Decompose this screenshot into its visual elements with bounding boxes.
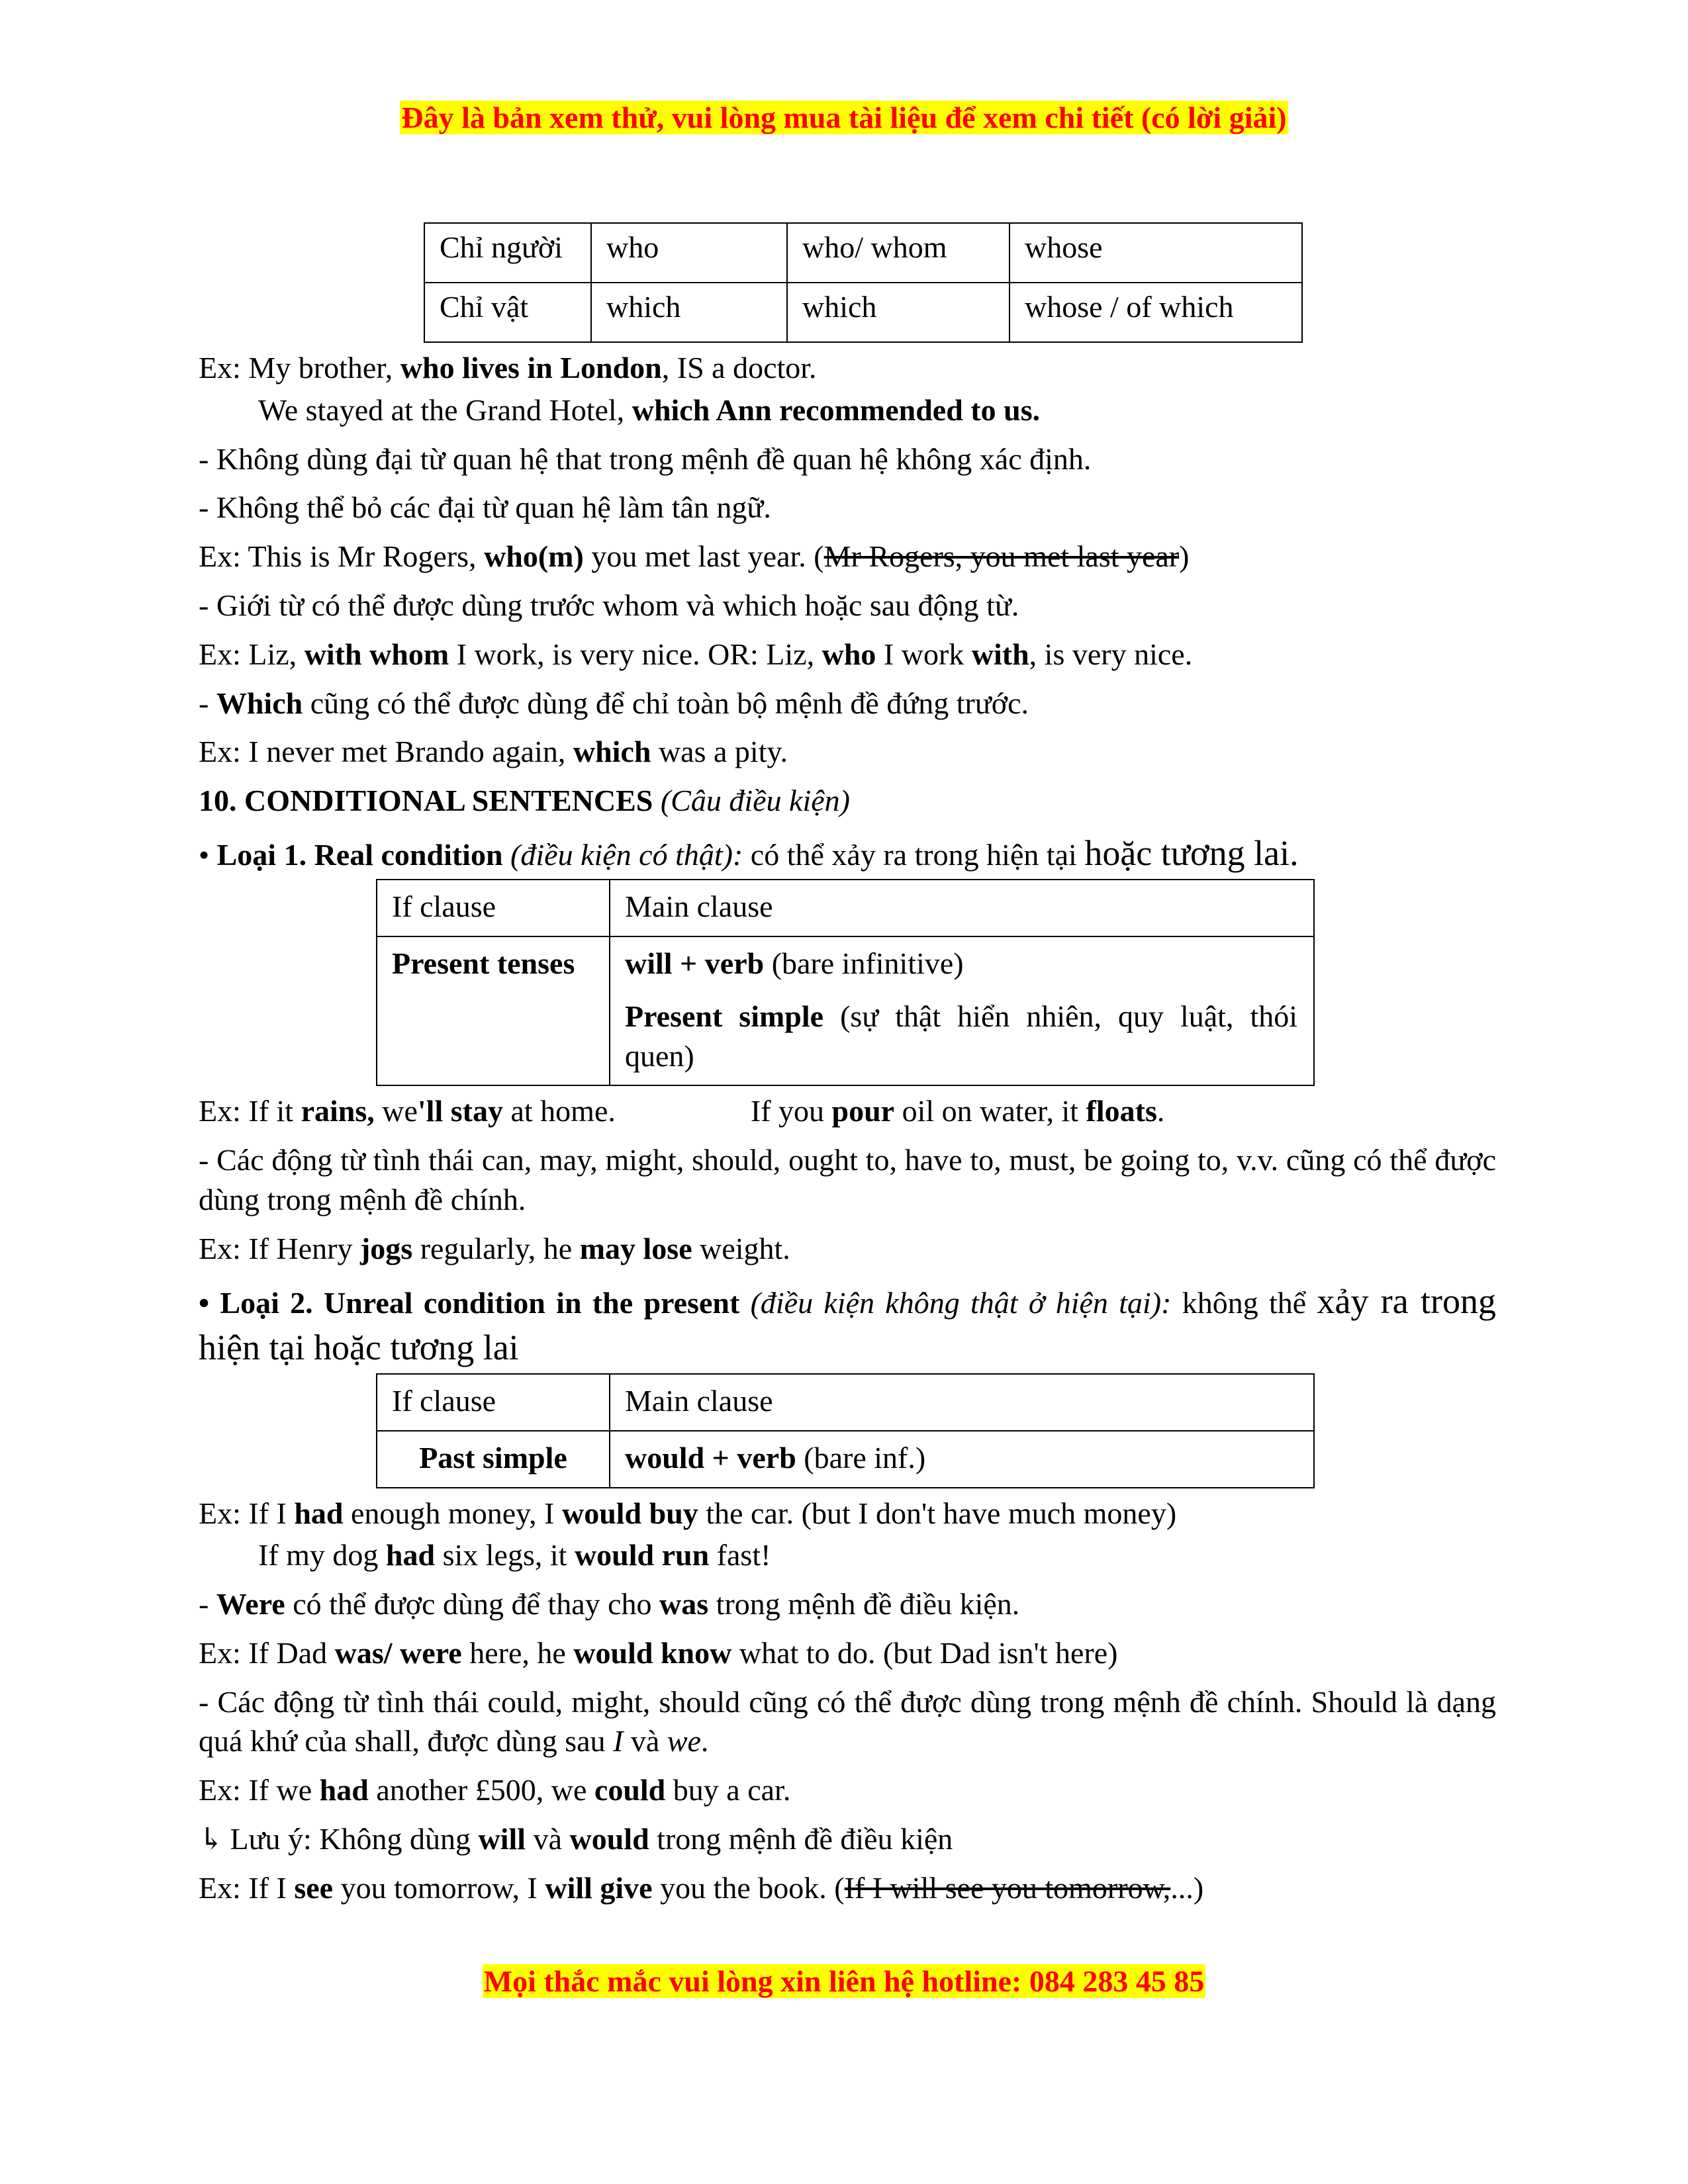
text: - <box>199 686 216 720</box>
text: fast! <box>709 1538 771 1572</box>
table-cell: which <box>787 283 1009 342</box>
text: , is very nice. <box>1029 637 1193 671</box>
text: If my dog <box>258 1538 386 1572</box>
note-line <box>199 1819 1496 1859</box>
text: xảy ra trong hiện tại hoặc tương lai <box>199 1281 1496 1367</box>
bold-text: could <box>594 1773 666 1807</box>
rule-line: - Các động từ tình thái can, may, might, should, ought to, have to, must, be going to, v.v. cũng có thể được dùng trong mệnh đề chính. <box>199 1143 1496 1216</box>
arrow-icon: ↳ <box>199 1822 224 1856</box>
text: six legs, it <box>435 1538 575 1572</box>
bold-text: with whom <box>304 637 449 671</box>
table-cell: who/ whom <box>787 223 1009 283</box>
text: Ex: If I <box>199 1496 295 1530</box>
table-row <box>424 283 1302 342</box>
text: Lưu ý: Không dùng <box>222 1822 479 1856</box>
text: enough money, I <box>343 1496 562 1530</box>
text: và <box>526 1822 570 1856</box>
text: , IS a doctor. <box>661 351 817 385</box>
text: Ex: I never met Brando again, <box>199 735 573 769</box>
text: you tomorrow, I <box>333 1870 545 1905</box>
bold-text: who lives in London <box>400 351 662 385</box>
table-cell: Chỉ người <box>424 223 591 283</box>
bold-text: floats <box>1086 1094 1157 1128</box>
hotline-text: Mọi thắc mắc vui lòng xin liên hệ hotline: 084 283 45 85 <box>483 1964 1205 1998</box>
text: không thể <box>1171 1285 1317 1320</box>
table-row <box>377 1374 1314 1431</box>
relative-pronoun-table <box>424 222 1303 343</box>
bold-text: would know <box>573 1635 732 1670</box>
text: trong mệnh đề điều kiện <box>649 1822 953 1856</box>
table-cell: If clause <box>377 1374 610 1431</box>
document-body <box>199 222 1496 1917</box>
bold-text: see <box>294 1870 334 1905</box>
example-line <box>199 1229 1496 1269</box>
text: (bare inf.) <box>796 1440 926 1475</box>
cell-line <box>625 944 1297 983</box>
text: you met last year. ( <box>583 539 824 574</box>
table-cell: Past simple <box>377 1431 610 1488</box>
table-cell: Main clause <box>610 1374 1314 1431</box>
rule-line: - Giới từ có thể được dùng trước whom và which hoặc sau động từ. <box>199 588 1019 622</box>
bold-text: Were <box>216 1587 285 1621</box>
heading-subtitle: (Câu điều kiện) <box>660 784 850 818</box>
bold-text: was <box>659 1587 709 1621</box>
text: oil on water, it <box>894 1094 1086 1128</box>
text: Ex: If Henry <box>199 1231 360 1265</box>
bold-text: Which <box>216 686 303 720</box>
table-cell <box>610 1431 1314 1488</box>
table-cell: who <box>591 223 787 283</box>
table-cell: whose / of which <box>1009 283 1302 342</box>
text: có thể được dùng để thay cho <box>285 1587 660 1621</box>
text: Ex: Liz, <box>199 637 305 671</box>
bold-text: which <box>573 735 651 769</box>
bold-text: 'll stay <box>417 1094 503 1128</box>
example-line <box>199 1535 1496 1575</box>
bold-text: will + verb <box>625 946 765 980</box>
text: the car. (but I don't have much money) <box>698 1496 1177 1530</box>
text: . <box>700 1724 709 1758</box>
text: ) <box>1179 539 1190 574</box>
text: what to do. (but Dad isn't here) <box>731 1635 1118 1670</box>
text: hoặc tương lai. <box>1084 833 1299 873</box>
text: buy a car. <box>665 1773 791 1807</box>
cell-line <box>625 997 1297 1076</box>
bold-text: had <box>385 1538 436 1572</box>
bold-text: pour <box>831 1094 895 1128</box>
text: . <box>1156 1094 1165 1128</box>
strikethrough-text: Mr Rogers, you met last year <box>823 539 1180 574</box>
rule-line: - Không thể bỏ các đại từ quan hệ làm tân ngữ. <box>199 490 771 525</box>
text: Ex: My brother, <box>199 351 400 385</box>
bold-text: would + verb <box>625 1440 796 1475</box>
table-cell: whose <box>1009 223 1302 283</box>
table-cell: Main clause <box>610 880 1314 936</box>
bold-text: had <box>294 1496 344 1530</box>
bold-text: will <box>478 1822 526 1856</box>
table-row <box>377 880 1314 936</box>
bold-text: may lose <box>579 1231 692 1265</box>
table-cell: which <box>591 283 787 342</box>
italic-text: (điều kiện có thật): <box>510 837 743 872</box>
example-line <box>199 1494 1496 1533</box>
bold-text: will give <box>545 1870 653 1905</box>
bold-text: which Ann recommended to us. <box>632 392 1041 427</box>
text: - Các động từ tình thái could, might, should cũng có thể được dùng trong mệnh đề chính. Should là dạng quá khứ của shall, được dùng sau <box>199 1684 1496 1758</box>
bold-text: would buy <box>561 1496 698 1530</box>
text: I work <box>876 637 972 671</box>
table-cell: If clause <box>377 880 610 936</box>
bold-text: who(m) <box>484 539 584 574</box>
text: I work, is very nice. OR: Liz, <box>449 637 822 671</box>
text: was a pity. <box>651 735 788 769</box>
rule-line <box>199 1682 1496 1762</box>
text: We stayed at the Grand Hotel, <box>258 392 632 427</box>
italic-text: (điều kiện không thật ở hiện tại): <box>750 1285 1172 1320</box>
bold-text: • Loại 2. Unreal condition in the present <box>199 1285 751 1320</box>
text: Ex: If we <box>199 1773 320 1807</box>
text: Ex: If it <box>199 1094 301 1128</box>
bold-text: jogs <box>359 1231 413 1265</box>
type1-table <box>376 879 1315 1086</box>
type2-heading <box>199 1278 1496 1371</box>
example-line <box>199 348 1496 388</box>
example-line <box>199 537 1496 576</box>
example-line <box>199 732 1496 772</box>
text: regularly, he <box>412 1231 580 1265</box>
text: Ex: If Dad <box>199 1635 335 1670</box>
table-row <box>424 223 1302 283</box>
text: cũng có thể được dùng để chỉ toàn bộ mệnh đề đứng trước. <box>303 686 1029 720</box>
example-line <box>199 635 1496 674</box>
text: (sự thật hiển nhiên, quy luật, thói quen) <box>625 999 1298 1073</box>
type1-heading <box>199 830 1496 876</box>
italic-text: we <box>667 1724 701 1758</box>
bold-text: rains, <box>301 1094 375 1128</box>
table-row <box>377 1431 1314 1488</box>
bullet: • <box>199 837 217 872</box>
example-line <box>199 1868 1496 1908</box>
example-line <box>199 390 1496 430</box>
strikethrough-text: If I will see you tomorrow, <box>844 1870 1171 1905</box>
table-cell: Present tenses <box>377 936 610 1085</box>
text: Ex: This is Mr Rogers, <box>199 539 485 574</box>
text: (bare infinitive) <box>764 946 964 980</box>
preview-notice-text: Đây là bản xem thử, vui lòng mua tài liệu để xem chi tiết (có lời giải) <box>401 101 1287 134</box>
bold-text: who <box>821 637 876 671</box>
section-heading <box>199 781 1496 821</box>
rule-line <box>199 1584 1496 1624</box>
rule-line <box>199 684 1496 723</box>
heading-text: 10. CONDITIONAL SENTENCES <box>199 784 661 818</box>
bold-text: was/ were <box>334 1635 462 1670</box>
text: Ex: If I <box>199 1870 295 1905</box>
table-row <box>377 936 1314 1085</box>
italic-text: I <box>613 1724 624 1758</box>
bold-text: Loại 1. Real condition <box>216 837 511 872</box>
bold-text: would <box>569 1822 649 1856</box>
text: weight. <box>692 1231 790 1265</box>
text: at home. <box>502 1094 616 1128</box>
bold-text: would run <box>574 1538 710 1572</box>
text: có thể xảy ra trong hiện tại <box>743 837 1085 872</box>
table-cell: Chỉ vật <box>424 283 591 342</box>
hotline-banner <box>0 1962 1688 2001</box>
bold-text: Present simple <box>625 999 824 1033</box>
bold-text: with <box>971 637 1029 671</box>
text: If you <box>750 1094 832 1128</box>
text: you the book. ( <box>652 1870 845 1905</box>
example-line <box>199 1091 1496 1131</box>
bold-text: had <box>319 1773 369 1807</box>
text: và <box>623 1724 667 1758</box>
example-line <box>199 1770 1496 1810</box>
text: - <box>199 1587 216 1621</box>
text: here, he <box>461 1635 574 1670</box>
text: ...) <box>1170 1870 1204 1905</box>
type2-table <box>376 1373 1315 1488</box>
example-line <box>199 1633 1496 1673</box>
text: trong mệnh đề điều kiện. <box>708 1587 1020 1621</box>
text: another £500, we <box>368 1773 594 1807</box>
preview-notice-banner <box>0 98 1688 138</box>
table-cell <box>610 936 1314 1085</box>
rule-line: - Không dùng đại từ quan hệ that trong mệnh đề quan hệ không xác định. <box>199 441 1092 476</box>
text: we <box>374 1094 418 1128</box>
